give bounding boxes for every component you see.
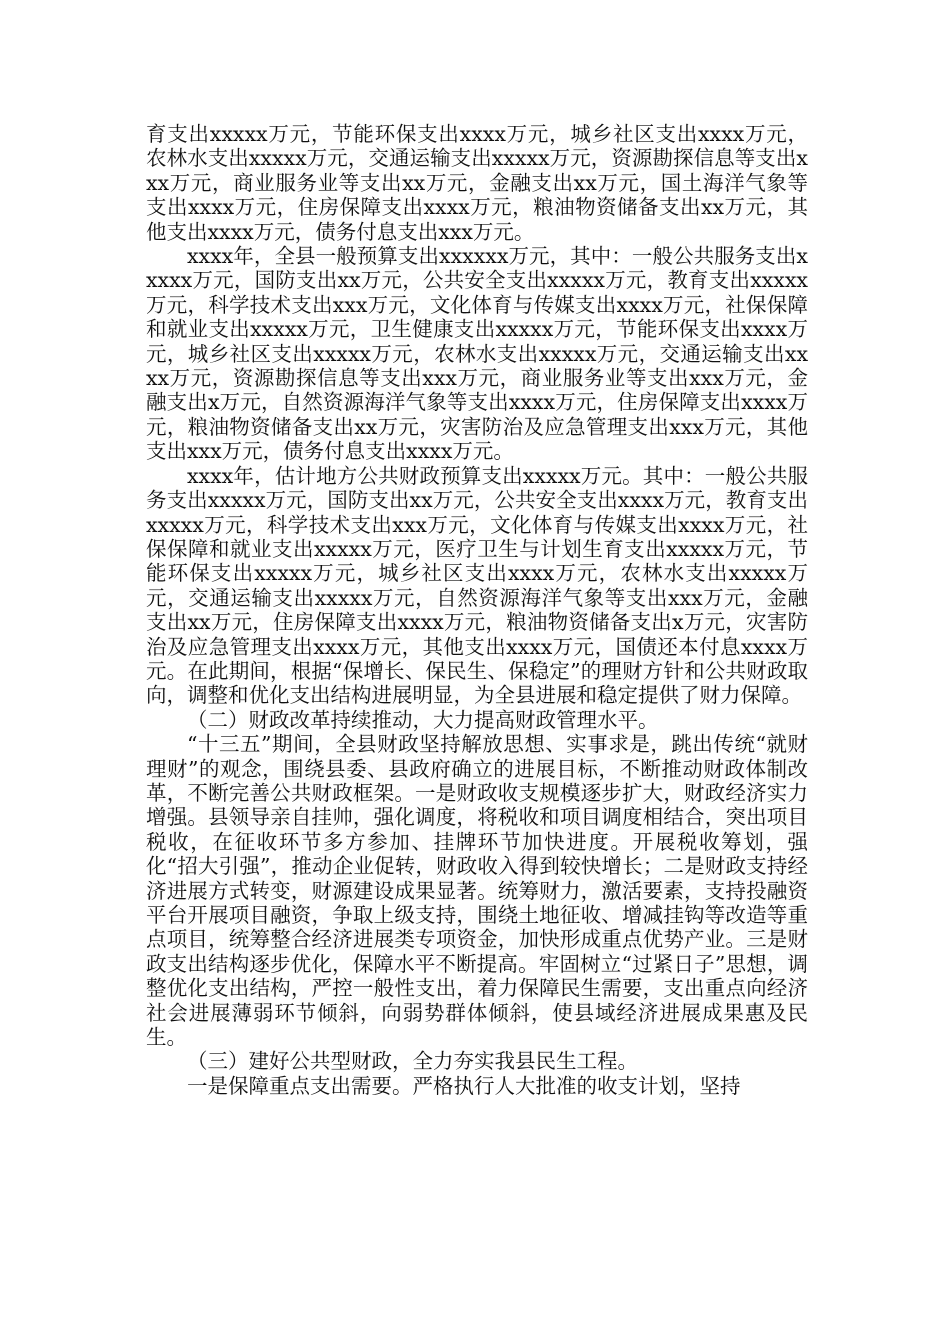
paragraph-expenditure-continued: 育支出xxxxx万元，节能环保支出xxxx万元，城乡社区支出xxxx万元，农林水支出xxxxx万元，交通运输支出xxxxx万元，资源勘探信息等支出xxx万元，商业服务业等支出xx万元，金融支出xx万元，国土海洋气象等支出xxxx万元，住房保障支出xxxx万元，粮油物资储备支出xx万元，其他支出xxxx万元，债务付息支出xxx万元。 bbox=[146, 122, 808, 244]
document-body bbox=[146, 122, 808, 1098]
section-heading-public-finance: （三）建好公共型财政，全力夯实我县民生工程。 bbox=[187, 1049, 638, 1074]
paragraph-key-expenditure: 一是保障重点支出需要。严格执行人大批准的收支计划，坚持 bbox=[187, 1073, 741, 1098]
paragraph-general-budget-expenditure: xxxx年，全县一般预算支出xxxxxx万元，其中：一般公共服务支出xxxxx万元，国防支出xx万元，公共安全支出xxxxx万元，教育支出xxxxx万元，科学技术支出xxx万元，文化体育与传媒支出xxxx万元，社保保障和就业支出xxxxx万元，卫生健康支出xxxxx万元，节能环保支出xxxx万元，城乡社区支出xxxxx万元，农林水支出xxxxx万元，交通运输支出xxxx万元，资源勘探信息等支出xxx万元，商业服务业等支出xxx万元，金融支出x万元，自然资源海洋气象等支出xxxx万元，住房保障支出xxxx万元，粮油物资储备支出xx万元，灾害防治及应急管理支出xxx万元，其他支出xxx万元，债务付息支出xxxx万元。 bbox=[146, 244, 808, 464]
paragraph-estimated-budget-expenditure: xxxx年，估计地方公共财政预算支出xxxxx万元。其中：一般公共服务支出xxxxx万元，国防支出xx万元，公共安全支出xxxx万元，教育支出xxxxx万元，科学技术支出xxx万元，文化体育与传媒支出xxxx万元，社保保障和就业支出xxxxx万元，医疗卫生与计划生育支出xxxxx万元，节能环保支出xxxxx万元，城乡社区支出xxxx万元，农林水支出xxxxx万元，交通运输支出xxxxx万元，自然资源海洋气象等支出xxx万元，金融支出xx万元，住房保障支出xxxx万元，粮油物资储备支出x万元，灾害防治及应急管理支出xxxx万元，其他支出xxxx万元，国债还本付息xxxx万元。在此期间，根据“保增长、保民生、保稳定”的理财方针和公共财政取向，调整和优化支出结构进展明显，为全县进展和稳定提供了财力保障。 bbox=[146, 463, 808, 708]
section-heading-fiscal-reform: （二）财政改革持续推动，大力提高财政管理水平。 bbox=[187, 707, 659, 732]
paragraph-thirteenth-five-year: “十三五”期间，全县财政坚持解放思想、实事求是，跳出传统“就财理财”的观念，围绕县委、县政府确立的进展目标，不断推动财政体制改革，不断完善公共财政框架。一是财政收支规模逐步扩大，财政经济实力增强。县领导亲自挂帅，强化调度，将税收和项目调度相结合，突出项目税收，在征收环节多方参加、挂牌环节加快进度。开展税收筹划，强化“招大引强”，推动企业促转，财政收入得到较快增长；二是财政支持经济进展方式转变，财源建设成果显著。统筹财力，激活要素，支持投融资平台开展项目融资，争取上级支持，围绕土地征收、增减挂钩等改造等重点项目，统筹整合经济进展类专项资金，加快形成重点优势产业。三是财政支出结构逐步优化，保障水平不断提高。牢固树立“过紧日子”思想，调整优化支出结构，严控一般性支出，着力保障民生需要，支出重点向经济社会进展薄弱环节倾斜，向弱势群体倾斜，使县域经济进展成果惠及民生。 bbox=[146, 732, 808, 1050]
